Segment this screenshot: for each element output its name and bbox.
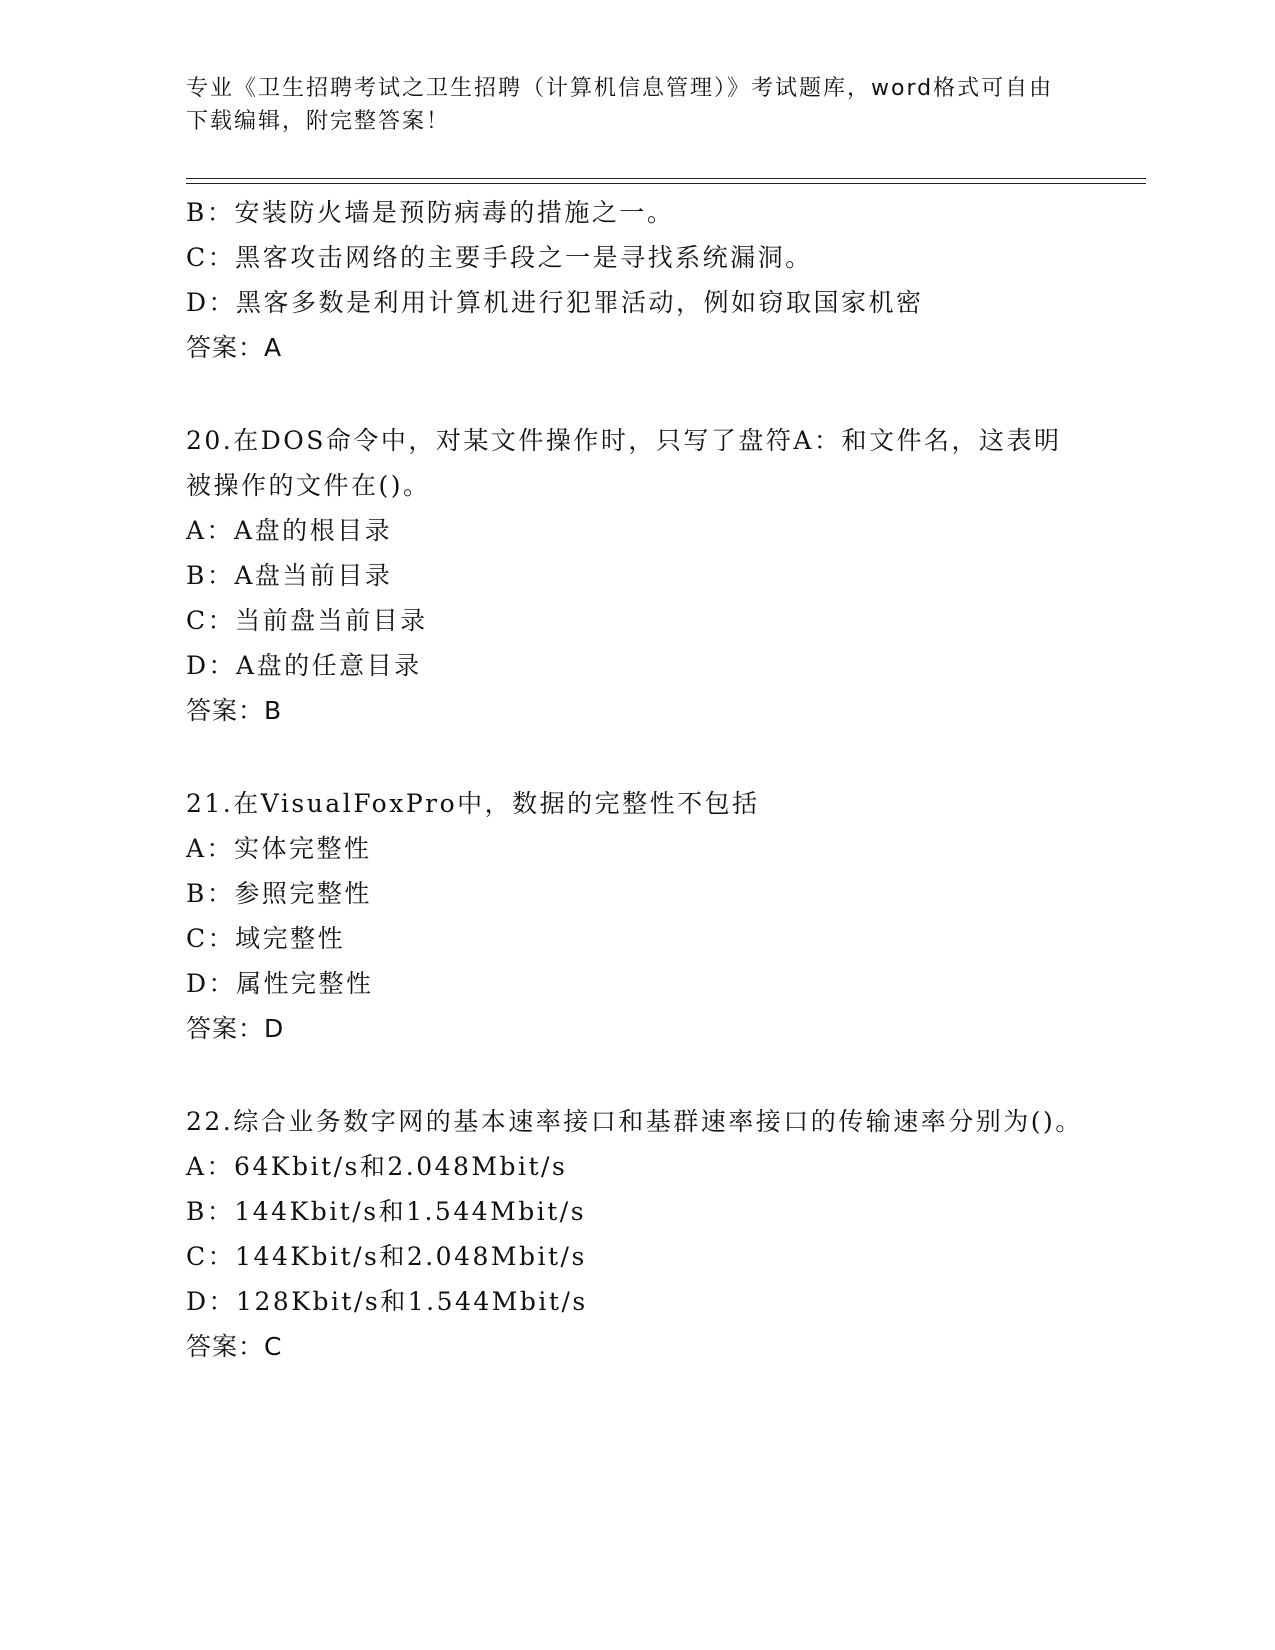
question-stem: 20.在DOS命令中，对某文件操作时，只写了盘符A：和文件名，这表明被操作的文件在()。 xyxy=(186,426,1062,500)
option-b: B：参照完整性 xyxy=(186,879,372,908)
header-divider-top xyxy=(186,178,1146,179)
answer-line: 答案：C xyxy=(186,1332,283,1361)
question-stem: 21.在VisualFoxPro中，数据的完整性不包括 xyxy=(186,789,760,818)
document-header: 专业《卫生招聘考试之卫生招聘（计算机信息管理）》考试题库，word格式可自由下载编辑，附完整答案！ xyxy=(186,76,1054,134)
question-list xyxy=(186,190,1086,1369)
option-a: A：64Kbit/s和2.048Mbit/s xyxy=(186,1152,568,1181)
option-b: B：144Kbit/s和1.544Mbit/s xyxy=(186,1197,587,1226)
option-d: D：A盘的任意目录 xyxy=(186,651,422,680)
option-a: A：实体完整性 xyxy=(186,834,372,863)
question-21 xyxy=(186,781,1086,1051)
option-c: C：域完整性 xyxy=(186,924,346,953)
option-d: D：128Kbit/s和1.544Mbit/s xyxy=(186,1287,588,1316)
answer-line: 答案：B xyxy=(186,696,283,725)
option-b: B：安装防火墙是预防病毒的措施之一。 xyxy=(186,198,675,227)
question-22 xyxy=(186,1099,1086,1369)
option-c: C：144Kbit/s和2.048Mbit/s xyxy=(186,1242,587,1271)
option-a: A：A盘的根目录 xyxy=(186,516,393,545)
partial-question xyxy=(186,190,1086,370)
option-c: C：黑客攻击网络的主要手段之一是寻找系统漏洞。 xyxy=(186,243,813,272)
question-20 xyxy=(186,418,1086,733)
question-stem: 22.综合业务数字网的基本速率接口和基群速率接口的传输速率分别为()。 xyxy=(186,1107,1083,1136)
answer-line: 答案：D xyxy=(186,1014,285,1043)
answer-line: 答案：A xyxy=(186,333,283,362)
option-b: B：A盘当前目录 xyxy=(186,561,393,590)
option-d: D：黑客多数是利用计算机进行犯罪活动，例如窃取国家机密 xyxy=(186,288,924,317)
option-d: D：属性完整性 xyxy=(186,969,374,998)
option-c: C：当前盘当前目录 xyxy=(186,606,428,635)
header-divider-bottom xyxy=(186,183,1146,184)
